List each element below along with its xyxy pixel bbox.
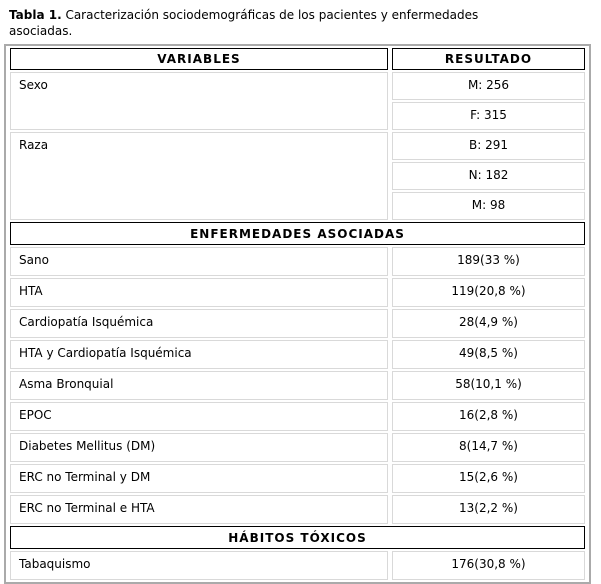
result-cell: M: 98 — [392, 192, 585, 220]
variable-cell-raza: Raza — [10, 132, 388, 220]
table-row — [10, 402, 585, 431]
result-cell: M: 256 — [392, 72, 585, 100]
variable-cell: EPOC — [10, 402, 388, 431]
section-header-enfermedades: ENFERMEDADES ASOCIADAS — [10, 222, 585, 245]
table-row — [10, 72, 585, 100]
result-cell: N: 182 — [392, 162, 585, 190]
variable-cell: Sano — [10, 247, 388, 276]
table-caption-text-line1: Caracterización sociodemográficas de los pacientes y enfermedades — [65, 8, 479, 22]
table-row — [10, 495, 585, 524]
result-cell: B: 291 — [392, 132, 585, 160]
variable-cell: HTA — [10, 278, 388, 307]
result-cell: F: 315 — [392, 102, 585, 130]
result-cell: 8(14,7 %) — [392, 433, 585, 462]
result-cell: 119(20,8 %) — [392, 278, 585, 307]
table-row — [10, 340, 585, 369]
table-caption-number: Tabla 1. — [9, 8, 62, 22]
table-caption-text-line2: asociadas. — [9, 24, 73, 38]
table-row — [10, 464, 585, 493]
result-cell: 176(30,8 %) — [392, 551, 585, 580]
table-row — [10, 433, 585, 462]
section-header-row — [10, 222, 585, 245]
result-cell: 58(10,1 %) — [392, 371, 585, 400]
variable-cell: Diabetes Mellitus (DM) — [10, 433, 388, 462]
table-row — [10, 371, 585, 400]
table-row — [10, 309, 585, 338]
variable-cell-sexo: Sexo — [10, 72, 388, 130]
variable-cell: ERC no Terminal y DM — [10, 464, 388, 493]
table-row — [10, 132, 585, 160]
section-header-row — [10, 526, 585, 549]
section-header-habitos: HÁBITOS TÓXICOS — [10, 526, 585, 549]
table-row — [10, 551, 585, 580]
table-header-row — [10, 48, 585, 70]
column-header-variables: VARIABLES — [10, 48, 388, 70]
table-row — [10, 278, 585, 307]
results-table — [4, 44, 591, 584]
variable-cell: Cardiopatía Isquémica — [10, 309, 388, 338]
column-header-resultado: RESULTADO — [392, 48, 585, 70]
result-cell: 28(4,9 %) — [392, 309, 585, 338]
table-row — [10, 247, 585, 276]
result-cell: 13(2,2 %) — [392, 495, 585, 524]
variable-cell: HTA y Cardiopatía Isquémica — [10, 340, 388, 369]
result-cell: 15(2,6 %) — [392, 464, 585, 493]
result-cell: 49(8,5 %) — [392, 340, 585, 369]
variable-cell: Asma Bronquial — [10, 371, 388, 400]
result-cell: 189(33 %) — [392, 247, 585, 276]
variable-cell: ERC no Terminal e HTA — [10, 495, 388, 524]
result-cell: 16(2,8 %) — [392, 402, 585, 431]
table-caption — [9, 7, 591, 39]
variable-cell: Tabaquismo — [10, 551, 388, 580]
